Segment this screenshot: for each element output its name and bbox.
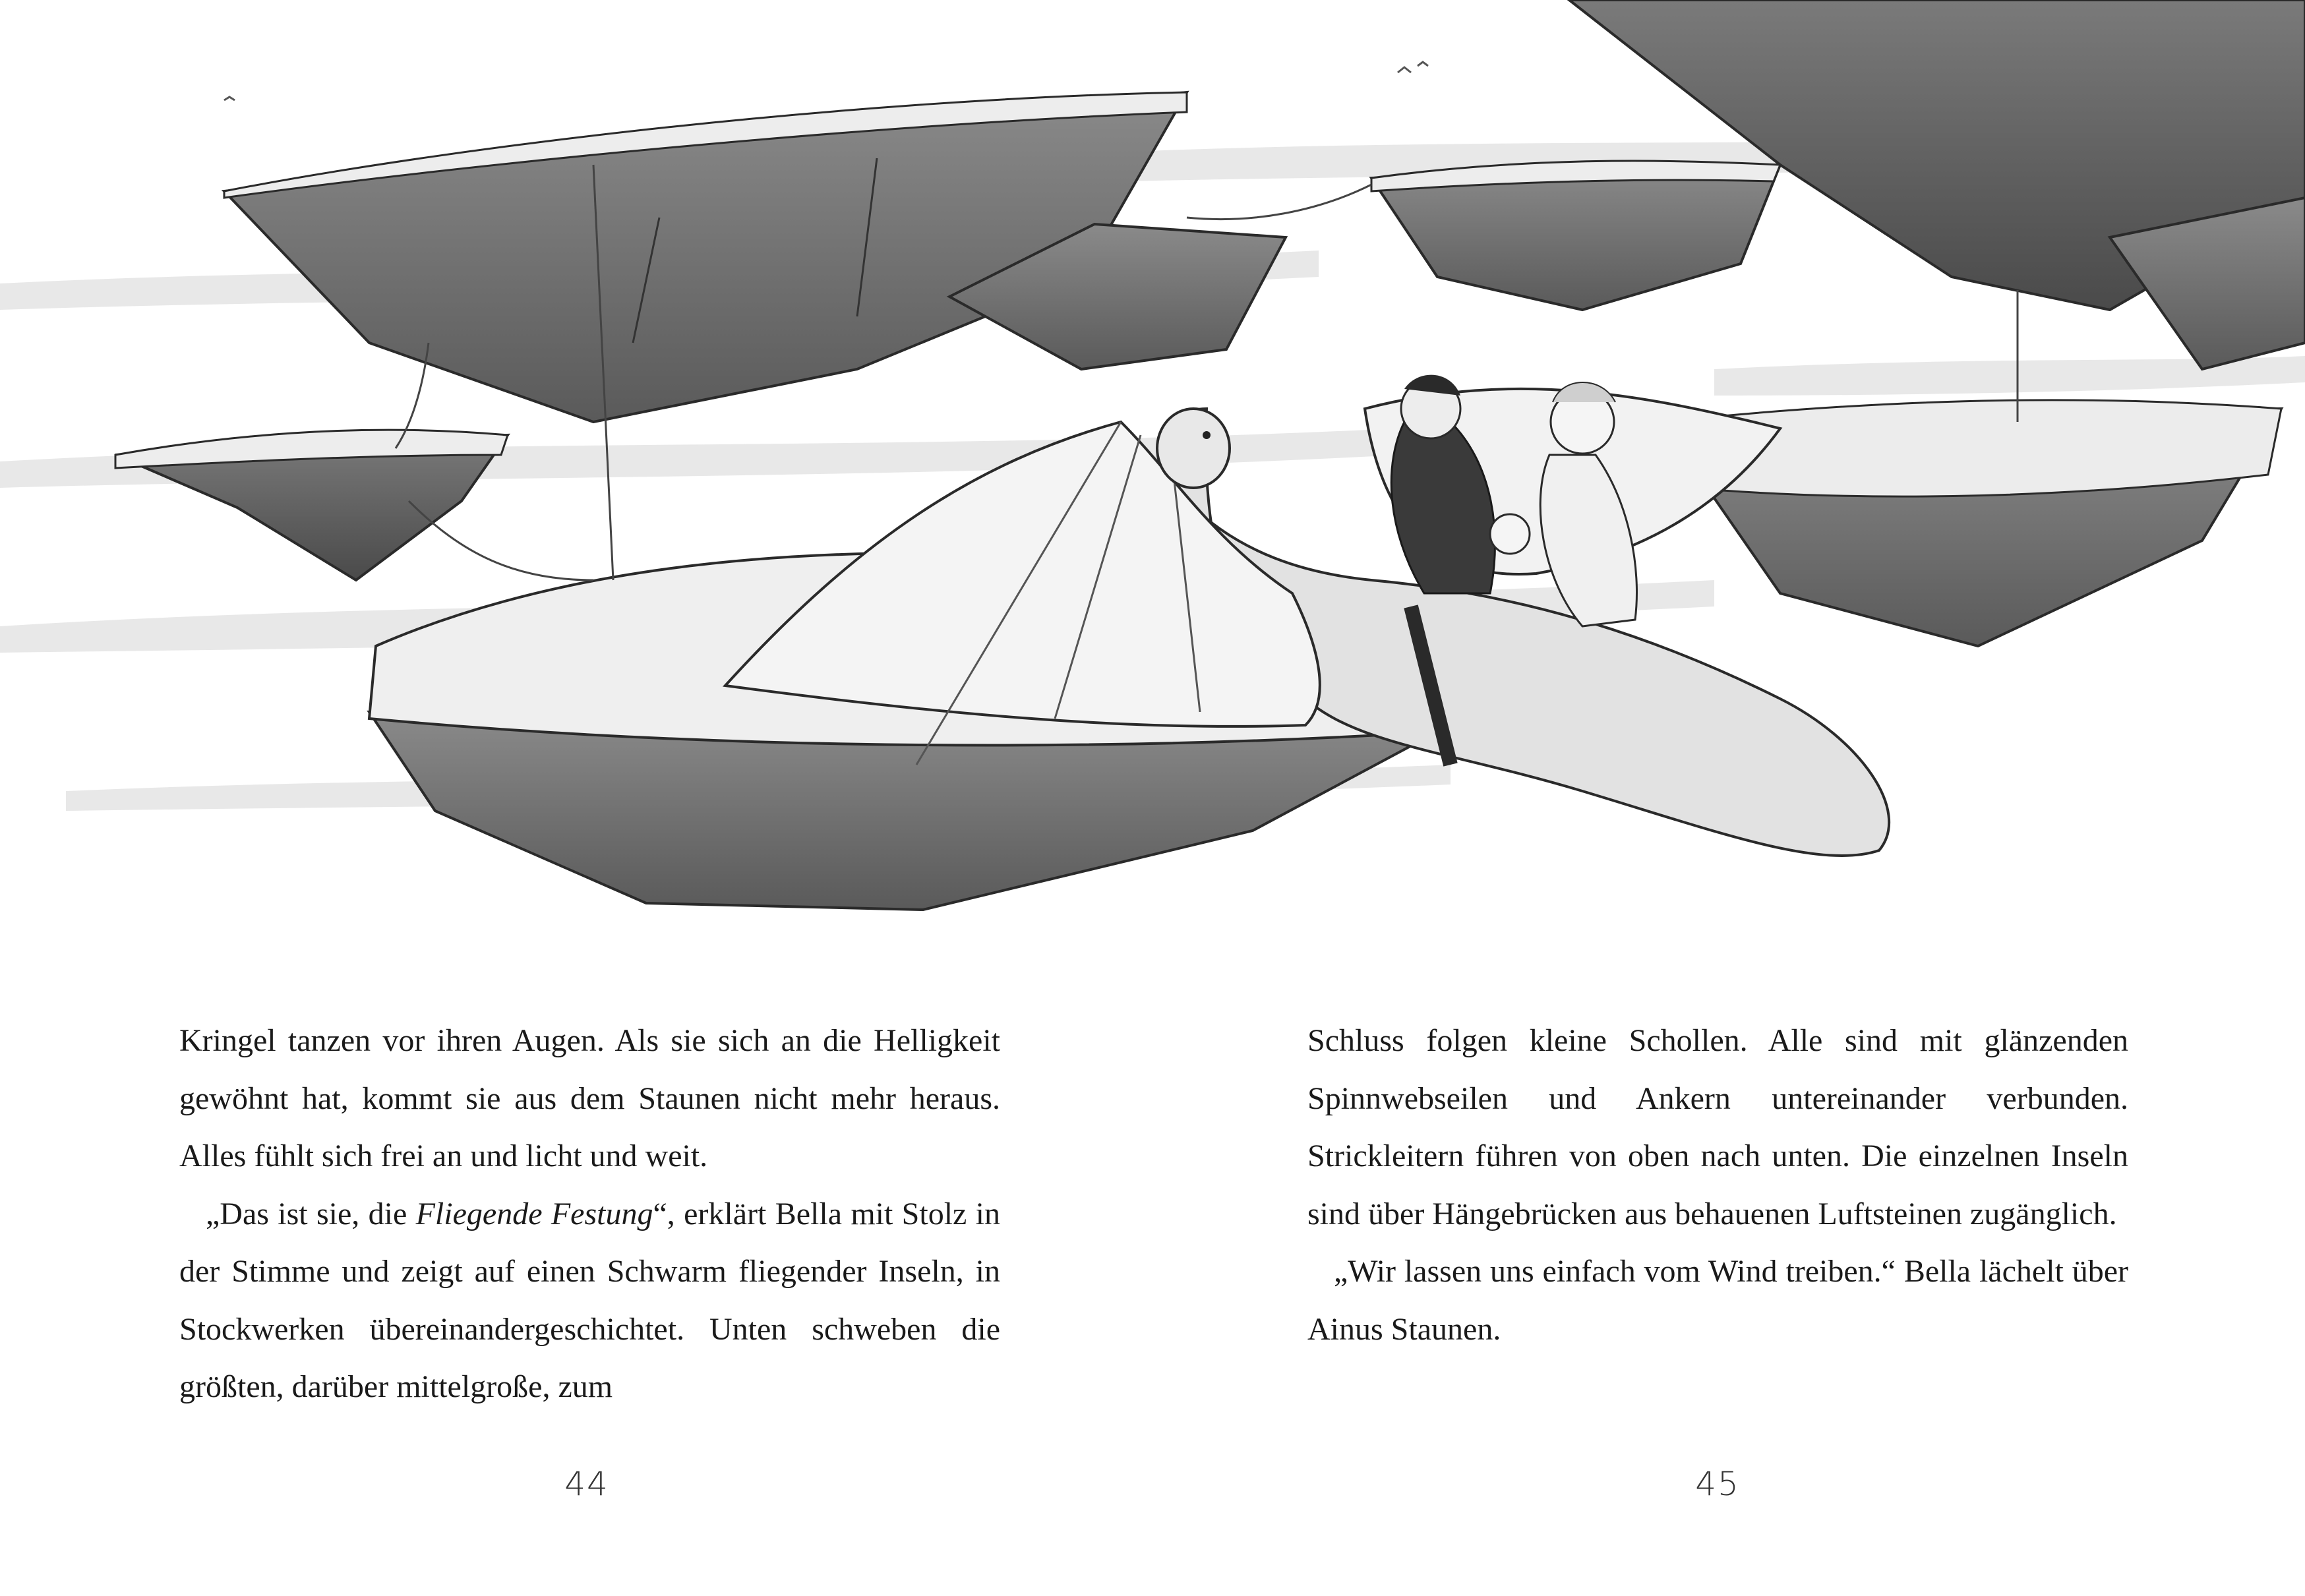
page-number-left: 44 bbox=[564, 1465, 609, 1503]
birds bbox=[224, 62, 1428, 100]
page-number-right: 45 bbox=[1695, 1465, 1740, 1503]
fortress-name: Fliegende Festung bbox=[415, 1196, 653, 1231]
right-paragraph-2: „Wir lassen uns einfach vom Wind treiben.“ Bella lächelt über Ainus Staunen. bbox=[1307, 1254, 2128, 1347]
right-paragraph-1: Schluss folgen kleine Schollen. Alle sind mit glänzenden Spinnwebseilen und Ankern untereinander verbunden. Strickleitern führen von oben nach unten. Die einzelnen Inseln sind über Hängebrücken aus behauenen Luftsteinen zugänglich. bbox=[1307, 1023, 2128, 1231]
island-small-left bbox=[115, 430, 508, 580]
left-paragraph-2-end: “, erklärt Bella mit Stolz in der Stimme und zeigt auf einen Schwarm fliegender Inseln, in Stockwerken übereinandergeschichtet. Unten schweben die größten, darüber mittelgroße, zum bbox=[179, 1196, 1001, 1404]
right-page-text bbox=[1307, 1012, 2128, 1358]
left-paragraph-2 bbox=[179, 1185, 1000, 1416]
left-page-text bbox=[179, 1012, 1000, 1416]
left-paragraph-1: Kringel tanzen vor ihren Augen. Als sie sich an die Helligkeit gewöhnt hat, kommt sie aus dem Staunen nicht mehr heraus. Alles fühlt sich frei an und licht und weit. bbox=[179, 1023, 1000, 1173]
left-paragraph-2-start: „Das ist sie, die bbox=[206, 1196, 416, 1231]
island-right-upper bbox=[1371, 0, 2305, 369]
